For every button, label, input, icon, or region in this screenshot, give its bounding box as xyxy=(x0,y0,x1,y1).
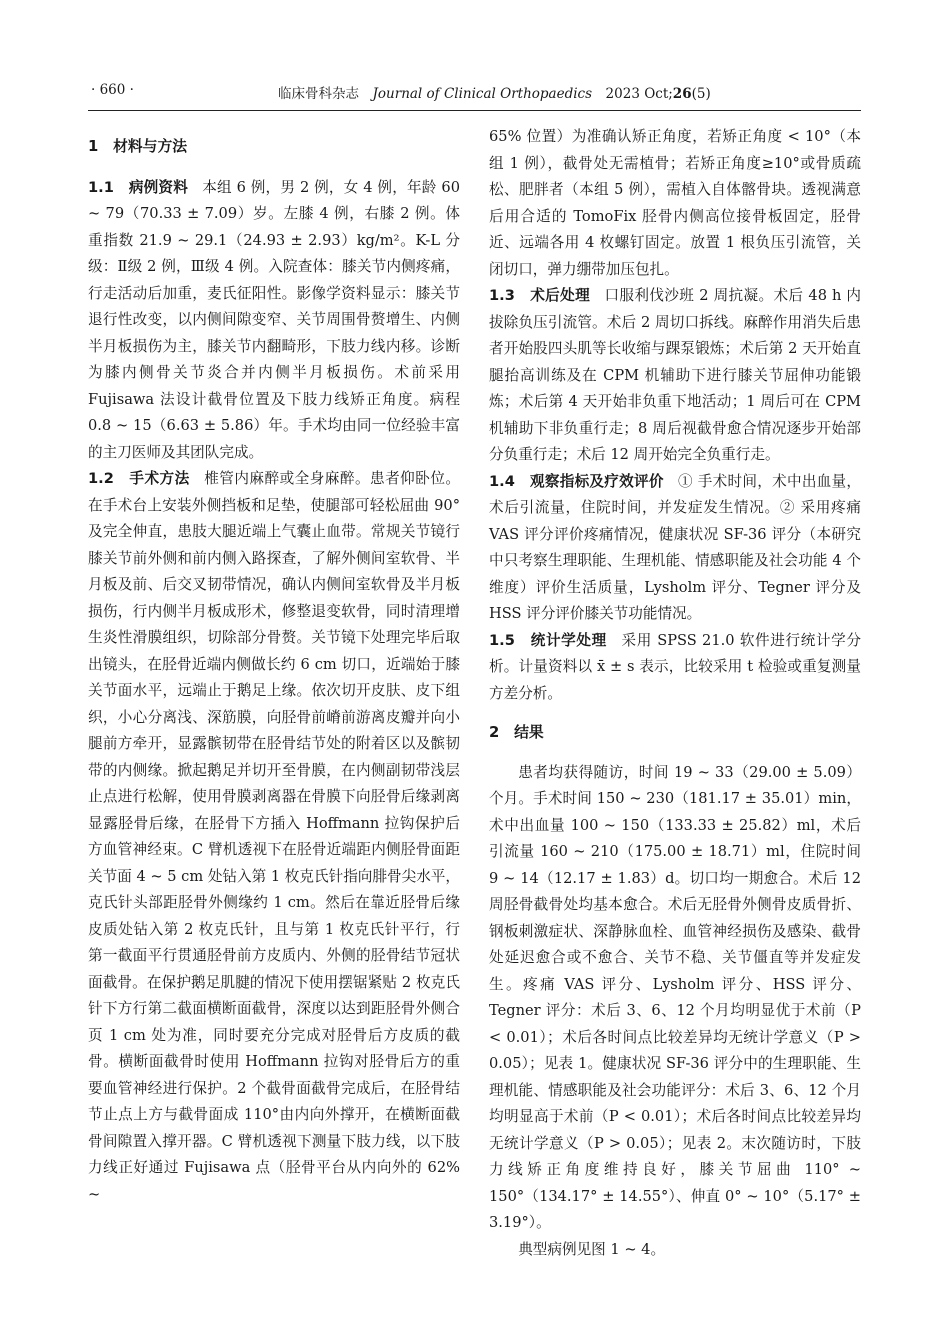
issue-prefix: 2023 Oct; xyxy=(605,86,673,102)
figure-reference: 典型病例见图 1 ~ 4。 xyxy=(518,1240,666,1258)
left-column xyxy=(88,124,460,1208)
header-rule xyxy=(88,110,861,111)
subsection-1-5-heading: 1.5 统计学处理 xyxy=(489,631,607,649)
subsection-1-3-heading: 1.3 术后处理 xyxy=(489,287,591,304)
subsection-1-4-heading: 1.4 观察指标及疗效评价 xyxy=(489,472,664,490)
subsection-1-5-text: 采用 SPSS 21.0 软件进行统计学分析。计量资料以 x̄ ± s 表示，比较采用 t 检验或重复测量方差分析。 xyxy=(489,631,862,702)
issue-number: (5) xyxy=(691,86,711,102)
section-1-title: 1 材料与方法 xyxy=(88,138,188,155)
paragraph-1-1 xyxy=(88,175,460,467)
journal-title-en: Journal of Clinical Orthopaedics xyxy=(372,86,593,102)
subsection-1-4-text: ① 手术时间，术中出血量，术后引流量，住院时间，并发症发生情况。② 采用疼痛 VAS 评分评价疼痛情况，健康状况 SF-36 评分（本研究中只考察生理职能、生理机能、情感职能及社会功能 4 个维度）评价生活质量，Lysholm 评分、Tegner 评分及 HSS 评分评价膝关节功能情况。 xyxy=(489,472,862,622)
paragraph-1-2-continued: 65% 位置）为准确认矫正角度，若矫正角度 < 10°（本组 1 例），截骨处无需植骨；若矫正角度≥10°或骨质疏松、肥胖者（本组 5 例），需植入自体髂骨块。透视满意后用合适的 TomoFix 胫骨内侧高位接骨板固定，胫骨近、远端各用 4 枚螺钉固定。放置 1 根负压引流管，关闭切口，弹力绷带加压包扎。 xyxy=(489,128,861,278)
page-number: · 660 · xyxy=(91,82,134,98)
journal-title-cn: 临床骨科杂志 xyxy=(278,86,359,102)
paragraph-1-4 xyxy=(489,469,861,628)
subsection-1-1-heading: 1.1 病例资料 xyxy=(88,178,189,196)
subsection-1-1-text: 本组 6 例，男 2 例，女 4 例，年龄 60 ~ 79（70.33 ± 7.09）岁。左膝 4 例，右膝 2 例。体重指数 21.9 ~ 29.1（24.93 ± 2.93）kg/m²。K-L 分级：Ⅱ级 2 例，Ⅲ级 4 例。入院查体：膝关节内侧疼痛，行走活动后加重，麦氏征阳性。影像学资料显示：膝关节退行性改变，以内侧间隙变窄、关节周围骨赘增生、内侧半月板损伤为主，膝关节内翻畸形，下肢力线内移。诊断为膝内侧骨关节炎合并内侧半月板损伤。术前采用 Fujisawa 法设计截骨位置及下肢力线矫正角度。病程 0.8 ~ 15（6.63 ± 5.86）年。手术均由同一位经验丰富的主刀医师及其团队完成。 xyxy=(88,178,460,461)
right-column xyxy=(489,124,861,1263)
paragraph-1-2 xyxy=(88,466,460,1208)
running-header xyxy=(88,82,861,104)
results-paragraph: 患者均获得随访，时间 19 ~ 33（29.00 ± 5.09）个月。手术时间 150 ~ 230（181.17 ± 35.01）min，术中出血量 100 ~ 150（133.33 ± 25.82）ml，术后引流量 160 ~ 210（175.00 ± 18.71）ml，住院时间 9 ~ 14（12.17 ± 1.83）d。切口均一期愈合。术后 12 周胫骨截骨处均基本愈合。术后无胫骨外侧骨皮质骨折、钢板刺激症状、深静脉血栓、血管神经损伤及感染、截骨处延迟愈合或不愈合、关节不稳、关节僵直等并发症发生。疼痛 VAS 评分、Lysholm 评分、HSS 评分、Tegner 评分：术后 3、6、12 个月均明显优于术前（P < 0.01）；术后各时间点比较差异均无统计学意义（P > 0.05）；见表 1。健康状况 SF-36 评分中的生理职能、生理机能、情感职能及社会功能评分：术后 3、6、12 个月均明显高于术前（P < 0.01）；术后各时间点比较差异均无统计学意义（P > 0.05）；见表 2。末次随访时，下肢力线矫正角度维持良好，膝关节屈曲 110° ~ 150°（134.17° ± 14.55°）、伸直 0° ~ 10°（5.17° ± 3.19°）。 xyxy=(489,763,861,1231)
journal-line xyxy=(278,82,711,102)
section-2-title: 2 结果 xyxy=(489,724,544,741)
subsection-1-2-heading: 1.2 手术方法 xyxy=(88,470,190,487)
volume-number: 26 xyxy=(672,86,692,102)
subsection-1-2-text: 椎管内麻醉或全身麻醉。患者仰卧位。在手术台上安装外侧挡板和足垫，使腿部可轻松屈曲 90°及完全伸直，患肢大腿近端上气囊止血带。常规关节镜行膝关节前外侧和前内侧入路探查，了解外侧间室软骨、半月板及前、后交叉韧带情况，确认内侧间室软骨及半月板损伤，行内侧半月板成形术，修整退变软骨，同时清理增生炎性滑膜组织，切除部分骨赘。关节镜下处理完毕后取出镜头，在胫骨近端内侧做长约 6 cm 切口，近端始于膝关节面水平，远端止于鹅足上缘。依次切开皮肤、皮下组织，小心分离浅、深筋膜，向胫骨前嵴前游离皮瓣并向小腿前方牵开，显露髌韧带在胫骨结节处的附着区以及髌韧带的内侧缘。掀起鹅足并切开至骨膜，在内侧副韧带浅层止点进行松解，使用骨膜剥离器在骨膜下向胫骨后缘剥离显露胫骨后缘，在胫骨下方插入 Hoffmann 拉钩保护后方血管神经束。C 臂机透视下在胫骨近端距内侧胫骨面距关节面 4 ~ 5 cm 处钻入第 1 枚克氏针指向腓骨尖水平，克氏针头部距胫骨外侧缘约 1 cm。然后在靠近胫骨后缘皮质处钻入第 2 枚克氏针，且与第 1 枚克氏针平行，行第一截面平行贯通胫骨前方皮质内、外侧的胫骨结节冠状面截骨。在保护鹅足肌腱的情况下使用摆锯紧贴 2 枚克氏针下方行第二截面横断面截骨，深度以达到距胫骨外侧合页 1 cm 处为准，同时要充分完成对胫骨后方皮质的截骨。横断面截骨时使用 Hoffmann 拉钩对胫骨后方的重要血管神经进行保护。2 个截骨面截骨完成后，在胫骨结节止点上方与截骨面成 110°由内向外撑开，在横断面截骨间隙置入撑开器。C 臂机透视下测量下肢力线，以下肢力线正好通过 Fujisawa 点（胫骨平台从内向外的 62% ~ xyxy=(88,470,460,1203)
paragraph-1-5 xyxy=(489,628,861,708)
subsection-1-3-text: 口服利伐沙班 2 周抗凝。术后 48 h 内拔除负压引流管。术后 2 周切口拆线。麻醉作用消失后患者开始股四头肌等长收缩与踝泵锻炼；术后第 2 天开始直腿抬高训练及在 CPM 机辅助下进行膝关节屈伸功能锻炼；术后第 4 天开始非负重下地活动；1 周后可在 CPM 机辅助下非负重行走；8 周后视截骨愈合情况逐步开始部分负重行走；术后 12 周开始完全负重行走。 xyxy=(489,287,861,463)
paragraph-1-3 xyxy=(489,283,861,469)
